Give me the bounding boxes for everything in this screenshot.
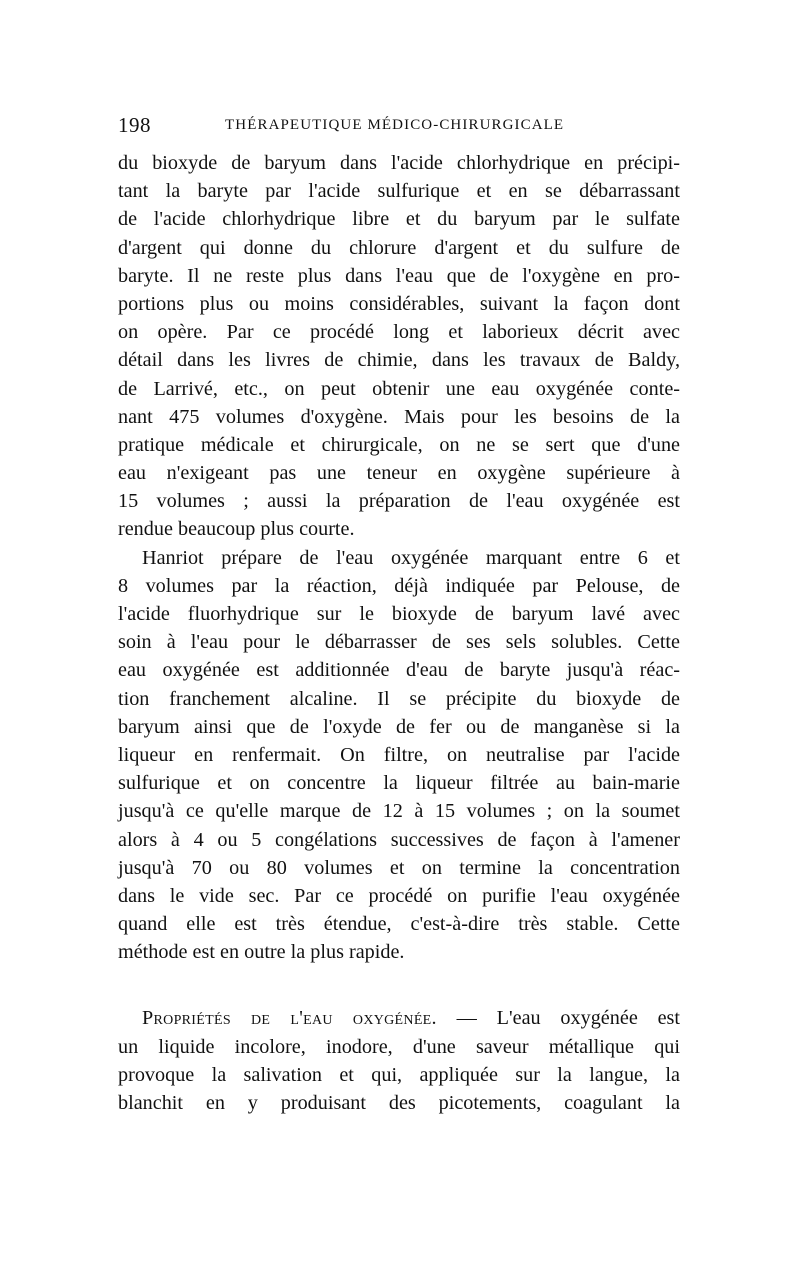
text-line: jusqu'à ce qu'elle marque de 12 à 15 volumes ; on la soumet [118,800,680,823]
body-text [118,149,680,1117]
text-line: 8 volumes par la réaction, déjà indiquée par Pelouse, de [118,574,680,597]
section-spacer [118,966,680,1004]
text-line: tant la baryte par l'acide sulfurique et en se débarrassant [118,180,680,203]
text-line: méthode est en outre la plus rapide. [118,941,405,964]
paragraph-hanriot [118,544,680,967]
text-line: d'argent qui donne du chlorure d'argent et du sulfure de [118,236,680,259]
text-line: Hanriot prépare de l'eau oxygénée marquant entre 6 et [142,546,680,569]
text-line: du bioxyde de baryum dans l'acide chlorhydrique en précipi- [118,152,680,174]
page-number: 198 [118,113,151,137]
text-line: nant 475 volumes d'oxygène. Mais pour les besoins de la [118,405,680,428]
text-line: baryte. Il ne reste plus dans l'eau que de l'oxygène en pro- [118,264,680,287]
text-line: détail dans les livres de chimie, dans les travaux de Baldy, [118,349,680,372]
section-properties [118,1004,680,1117]
text-run: L'eau oxygénée est [496,1007,681,1030]
text-line: blanchit en y produisant des picotements, coagulant la [118,1092,680,1114]
text-line: un liquide incolore, inodore, d'une saveur métallique qui [118,1035,680,1058]
text-line: eau oxygénée est additionnée d'eau de baryte jusqu'à réac- [118,659,680,682]
text-line: portions plus ou moins considérables, suivant la façon dont [118,292,680,315]
page-header [118,113,680,143]
text-line: de l'acide chlorhydrique libre et du baryum par le sulfate [118,208,680,231]
text-line: quand elle est très étendue, c'est-à-dire très stable. Cette [118,913,680,936]
text-line: alors à 4 ou 5 congélations successives de façon à l'amener [118,828,680,851]
text-line: pratique médicale et chirurgicale, on ne se sert que d'une [118,433,680,456]
section-heading: Propriétés de l'eau oxygénée. [142,1007,437,1030]
em-dash: — [436,1007,497,1030]
text-line: de Larrivé, etc., on peut obtenir une eau oxygénée conte- [118,377,680,400]
paragraph-continued [118,149,680,544]
text-line: rendue beaucoup plus courte. [118,518,355,541]
text-line: l'acide fluorhydrique sur le bioxyde de baryum lavé avec [118,603,680,625]
text-line: baryum ainsi que de l'oxyde de fer ou de manganèse si la [118,715,680,738]
text-line [118,1004,680,1032]
text-line: dans le vide sec. Par ce procédé on purifie l'eau oxygénée [118,884,680,907]
text-line: sulfurique et on concentre la liqueur filtrée au bain-marie [118,772,680,795]
text-line: 15 volumes ; aussi la préparation de l'eau oxygénée est [118,490,680,513]
text-line: eau n'exigeant pas une teneur en oxygène supérieure à [118,462,680,485]
text-line: liqueur en renfermait. On filtre, on neutralise par l'acide [118,743,680,766]
text-line: soin à l'eau pour le débarrasser de ses sels solubles. Cette [118,631,680,654]
text-line: provoque la salivation et qui, appliquée sur la langue, la [118,1063,680,1086]
text-line: on opère. Par ce procédé long et laborieux décrit avec [118,321,680,344]
text-line: jusqu'à 70 ou 80 volumes et on termine la concentration [118,856,680,879]
running-head: THÉRAPEUTIQUE MÉDICO-CHIRURGICALE [225,117,565,133]
text-line: tion franchement alcaline. Il se précipite du bioxyde de [118,687,680,710]
